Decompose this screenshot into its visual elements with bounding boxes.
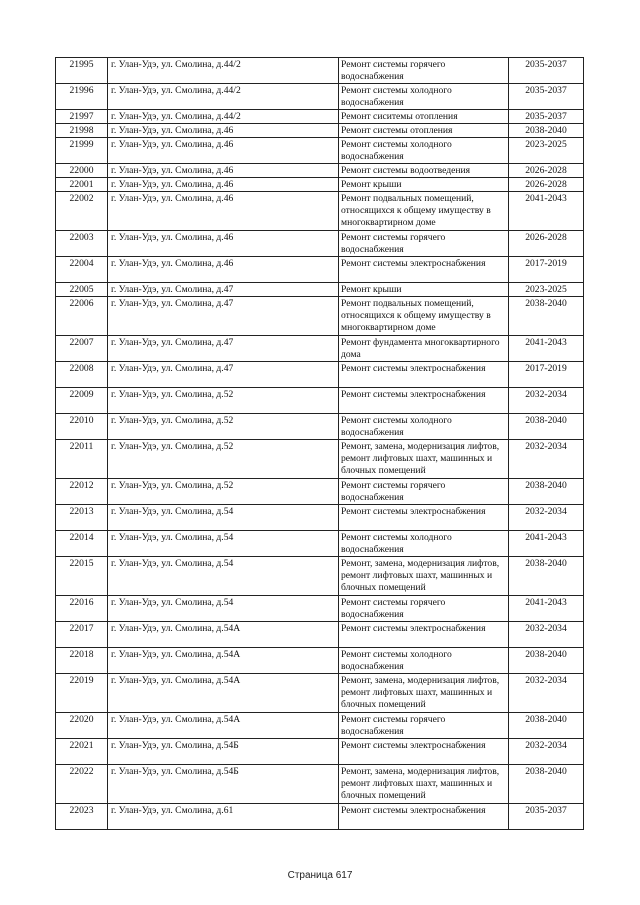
- address-cell: г. Улан-Удэ, ул. Смолина, д.54А: [108, 713, 339, 739]
- row-number: 22009: [56, 388, 108, 414]
- table-row: [56, 531, 584, 557]
- period-cell: 2038-2040: [509, 648, 584, 674]
- work-type-cell: Ремонт системы электроснабжения: [339, 622, 509, 648]
- address-cell: г. Улан-Удэ, ул. Смолина, д.46: [108, 138, 339, 164]
- period-cell: 2041-2043: [509, 596, 584, 622]
- row-number: 22008: [56, 362, 108, 388]
- period-cell: 2017-2019: [509, 362, 584, 388]
- period-cell: 2038-2040: [509, 765, 584, 804]
- row-number: 22001: [56, 178, 108, 192]
- period-cell: 2035-2037: [509, 58, 584, 84]
- row-number: 22020: [56, 713, 108, 739]
- period-cell: 2038-2040: [509, 297, 584, 336]
- period-cell: 2032-2034: [509, 440, 584, 479]
- period-cell: 2032-2034: [509, 739, 584, 765]
- address-cell: г. Улан-Удэ, ул. Смолина, д.44/2: [108, 84, 339, 110]
- work-type-cell: Ремонт системы горячего водоснабжения: [339, 479, 509, 505]
- row-number: 22017: [56, 622, 108, 648]
- work-type-cell: Ремонт, замена, модернизация лифтов, ремонт лифтовых шахт, машинных и блочных помещений: [339, 765, 509, 804]
- address-cell: г. Улан-Удэ, ул. Смолина, д.54: [108, 505, 339, 531]
- address-cell: г. Улан-Удэ, ул. Смолина, д.46: [108, 192, 339, 231]
- row-number: 22006: [56, 297, 108, 336]
- address-cell: г. Улан-Удэ, ул. Смолина, д.52: [108, 440, 339, 479]
- row-number: 22016: [56, 596, 108, 622]
- period-cell: 2026-2028: [509, 164, 584, 178]
- work-type-cell: Ремонт подвальных помещений, относящихся к общему имуществу в многоквартирном доме: [339, 297, 509, 336]
- period-cell: 2026-2028: [509, 178, 584, 192]
- table-row: [56, 388, 584, 414]
- table-row: [56, 479, 584, 505]
- row-number: 22015: [56, 557, 108, 596]
- row-number: 22005: [56, 283, 108, 297]
- row-number: 21998: [56, 124, 108, 138]
- address-cell: г. Улан-Удэ, ул. Смолина, д.52: [108, 479, 339, 505]
- row-number: 22011: [56, 440, 108, 479]
- row-number: 21997: [56, 110, 108, 124]
- table-row: [56, 622, 584, 648]
- work-type-cell: Ремонт системы холодного водоснабжения: [339, 414, 509, 440]
- row-number: 21995: [56, 58, 108, 84]
- row-number: 22019: [56, 674, 108, 713]
- address-cell: г. Улан-Удэ, ул. Смолина, д.46: [108, 257, 339, 283]
- period-cell: 2038-2040: [509, 557, 584, 596]
- work-type-cell: Ремонт системы холодного водоснабжения: [339, 648, 509, 674]
- address-cell: г. Улан-Удэ, ул. Смолина, д.54А: [108, 648, 339, 674]
- work-type-cell: Ремонт системы электроснабжения: [339, 257, 509, 283]
- period-cell: 2041-2043: [509, 336, 584, 362]
- period-cell: 2026-2028: [509, 231, 584, 257]
- work-type-cell: Ремонт системы электроснабжения: [339, 804, 509, 830]
- table-row: [56, 192, 584, 231]
- work-type-cell: Ремонт системы электроснабжения: [339, 505, 509, 531]
- work-type-cell: Ремонт крыши: [339, 283, 509, 297]
- table-row: [56, 124, 584, 138]
- work-type-cell: Ремонт системы холодного водоснабжения: [339, 84, 509, 110]
- table-row: [56, 713, 584, 739]
- period-cell: 2041-2043: [509, 531, 584, 557]
- address-cell: г. Улан-Удэ, ул. Смолина, д.52: [108, 388, 339, 414]
- work-type-cell: Ремонт системы электроснабжения: [339, 362, 509, 388]
- address-cell: г. Улан-Удэ, ул. Смолина, д.46: [108, 231, 339, 257]
- work-type-cell: Ремонт системы холодного водоснабжения: [339, 138, 509, 164]
- table-row: [56, 362, 584, 388]
- address-cell: г. Улан-Удэ, ул. Смолина, д.54Б: [108, 739, 339, 765]
- table-row: [56, 84, 584, 110]
- address-cell: г. Улан-Удэ, ул. Смолина, д.47: [108, 297, 339, 336]
- work-type-cell: Ремонт системы горячего водоснабжения: [339, 231, 509, 257]
- period-cell: 2017-2019: [509, 257, 584, 283]
- table-row: [56, 257, 584, 283]
- row-number: 22022: [56, 765, 108, 804]
- period-cell: 2035-2037: [509, 110, 584, 124]
- address-cell: г. Улан-Удэ, ул. Смолина, д.44/2: [108, 58, 339, 84]
- work-type-cell: Ремонт системы электроснабжения: [339, 388, 509, 414]
- table-row: [56, 231, 584, 257]
- period-cell: 2038-2040: [509, 479, 584, 505]
- period-cell: 2032-2034: [509, 505, 584, 531]
- address-cell: г. Улан-Удэ, ул. Смолина, д.54: [108, 596, 339, 622]
- table-row: [56, 596, 584, 622]
- address-cell: г. Улан-Удэ, ул. Смолина, д.47: [108, 336, 339, 362]
- table-row: [56, 557, 584, 596]
- address-cell: г. Улан-Удэ, ул. Смолина, д.46: [108, 124, 339, 138]
- address-cell: г. Улан-Удэ, ул. Смолина, д.47: [108, 283, 339, 297]
- row-number: 22021: [56, 739, 108, 765]
- row-number: 22018: [56, 648, 108, 674]
- address-cell: г. Улан-Удэ, ул. Смолина, д.47: [108, 362, 339, 388]
- table-row: [56, 110, 584, 124]
- table-row: [56, 505, 584, 531]
- work-type-cell: Ремонт сиситемы отопления: [339, 110, 509, 124]
- table-row: [56, 739, 584, 765]
- table-row: [56, 164, 584, 178]
- address-cell: г. Улан-Удэ, ул. Смолина, д.54: [108, 531, 339, 557]
- period-cell: 2023-2025: [509, 138, 584, 164]
- address-cell: г. Улан-Удэ, ул. Смолина, д.61: [108, 804, 339, 830]
- page-number: Страница 617: [287, 870, 353, 881]
- row-number: 22012: [56, 479, 108, 505]
- work-type-cell: Ремонт системы горячего водоснабжения: [339, 596, 509, 622]
- address-cell: г. Улан-Удэ, ул. Смолина, д.54А: [108, 674, 339, 713]
- work-type-cell: Ремонт системы электроснабжения: [339, 739, 509, 765]
- period-cell: 2023-2025: [509, 283, 584, 297]
- address-cell: г. Улан-Удэ, ул. Смолина, д.54А: [108, 622, 339, 648]
- row-number: 22014: [56, 531, 108, 557]
- row-number: 22007: [56, 336, 108, 362]
- table-row: [56, 178, 584, 192]
- row-number: 22004: [56, 257, 108, 283]
- table-row: [56, 138, 584, 164]
- table-row: [56, 648, 584, 674]
- table-row: [56, 440, 584, 479]
- row-number: 22000: [56, 164, 108, 178]
- period-cell: 2041-2043: [509, 192, 584, 231]
- period-cell: 2038-2040: [509, 124, 584, 138]
- row-number: 21996: [56, 84, 108, 110]
- period-cell: 2035-2037: [509, 804, 584, 830]
- repair-schedule-table: [55, 57, 584, 830]
- table-body: [56, 58, 584, 830]
- work-type-cell: Ремонт системы водоотведения: [339, 164, 509, 178]
- table-row: [56, 336, 584, 362]
- period-cell: 2032-2034: [509, 622, 584, 648]
- period-cell: 2032-2034: [509, 388, 584, 414]
- work-type-cell: Ремонт, замена, модернизация лифтов, ремонт лифтовых шахт, машинных и блочных помещений: [339, 557, 509, 596]
- period-cell: 2032-2034: [509, 674, 584, 713]
- period-cell: 2035-2037: [509, 84, 584, 110]
- work-type-cell: Ремонт крыши: [339, 178, 509, 192]
- row-number: 22013: [56, 505, 108, 531]
- address-cell: г. Улан-Удэ, ул. Смолина, д.46: [108, 178, 339, 192]
- period-cell: 2038-2040: [509, 414, 584, 440]
- table-row: [56, 804, 584, 830]
- table-row: [56, 674, 584, 713]
- table-row: [56, 414, 584, 440]
- work-type-cell: Ремонт, замена, модернизация лифтов, ремонт лифтовых шахт, машинных и блочных помещений: [339, 440, 509, 479]
- work-type-cell: Ремонт подвальных помещений, относящихся к общему имуществу в многоквартирном доме: [339, 192, 509, 231]
- address-cell: г. Улан-Удэ, ул. Смолина, д.54Б: [108, 765, 339, 804]
- table-row: [56, 58, 584, 84]
- row-number: 22002: [56, 192, 108, 231]
- address-cell: г. Улан-Удэ, ул. Смолина, д.54: [108, 557, 339, 596]
- row-number: 22010: [56, 414, 108, 440]
- row-number: 22003: [56, 231, 108, 257]
- address-cell: г. Улан-Удэ, ул. Смолина, д.52: [108, 414, 339, 440]
- table-row: [56, 765, 584, 804]
- work-type-cell: Ремонт системы горячего водоснабжения: [339, 713, 509, 739]
- work-type-cell: Ремонт фундамента многоквартирного дома: [339, 336, 509, 362]
- address-cell: г. Улан-Удэ, ул. Смолина, д.44/2: [108, 110, 339, 124]
- address-cell: г. Улан-Удэ, ул. Смолина, д.46: [108, 164, 339, 178]
- work-type-cell: Ремонт, замена, модернизация лифтов, ремонт лифтовых шахт, машинных и блочных помещений: [339, 674, 509, 713]
- table-row: [56, 283, 584, 297]
- row-number: 21999: [56, 138, 108, 164]
- table-row: [56, 297, 584, 336]
- work-type-cell: Ремонт системы отопления: [339, 124, 509, 138]
- work-type-cell: Ремонт системы холодного водоснабжения: [339, 531, 509, 557]
- period-cell: 2038-2040: [509, 713, 584, 739]
- row-number: 22023: [56, 804, 108, 830]
- work-type-cell: Ремонт системы горячего водоснабжения: [339, 58, 509, 84]
